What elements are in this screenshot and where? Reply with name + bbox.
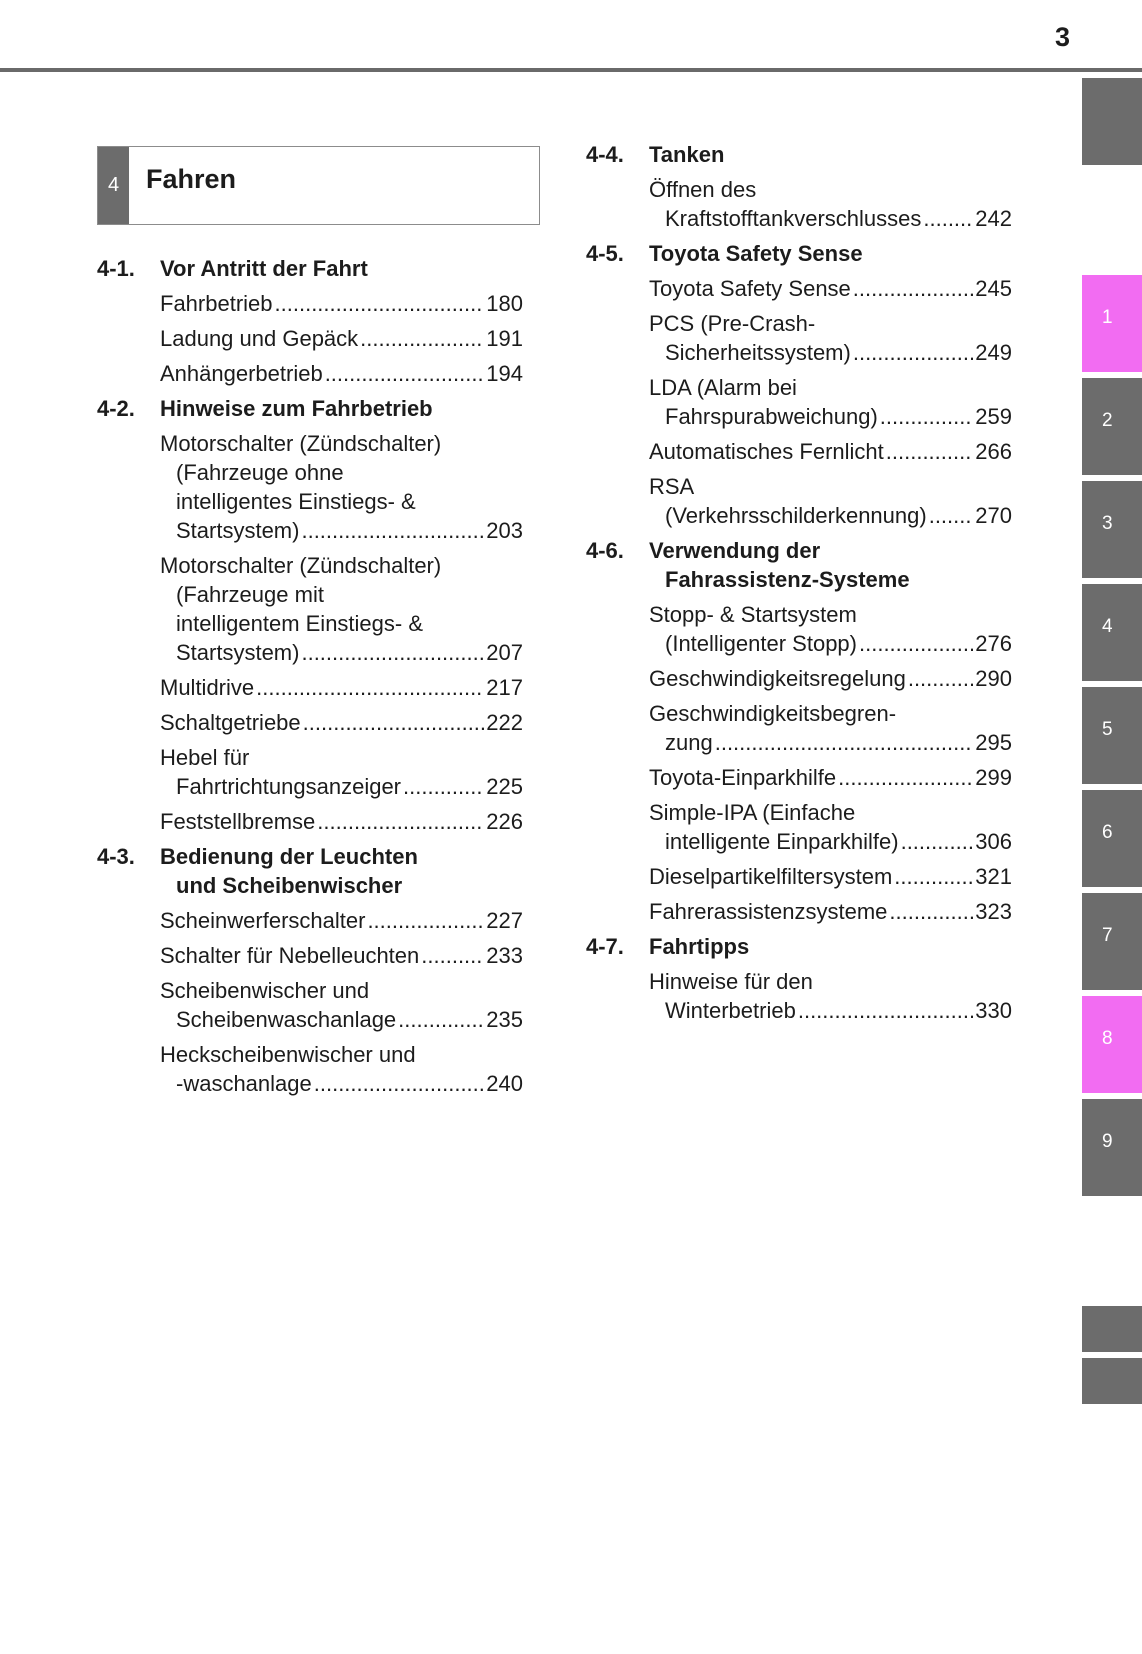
leader-dots xyxy=(886,437,974,466)
toc-entry[interactable] xyxy=(586,699,1012,757)
entry-title: Fahrspurabweichung) xyxy=(665,404,878,429)
toc-section-4-5 xyxy=(586,239,1012,268)
section-title-line: Verwendung der xyxy=(649,538,821,563)
side-tab-blank-top[interactable] xyxy=(1082,78,1142,165)
section-title: Fahrtipps xyxy=(649,934,750,959)
entry-page: 180 xyxy=(486,291,523,316)
leader-dots xyxy=(908,664,973,693)
entry-line: Hebel für xyxy=(160,745,250,770)
entry-page: 270 xyxy=(975,503,1012,528)
entry-title: Sicherheitssystem) xyxy=(665,340,851,365)
side-tab-label: 1 xyxy=(1102,307,1113,328)
chapter-header xyxy=(97,146,540,225)
toc-section-4-4 xyxy=(586,140,1012,169)
entry-page: 233 xyxy=(486,943,523,968)
side-tab-label: 5 xyxy=(1102,719,1113,740)
entry-line: Heckscheibenwischer und xyxy=(160,1042,416,1067)
section-title xyxy=(160,842,523,900)
side-tab-label: 2 xyxy=(1102,410,1113,431)
entry-page: 222 xyxy=(486,710,523,735)
leader-dots xyxy=(929,501,974,530)
leader-dots xyxy=(303,708,485,737)
entry-page: 194 xyxy=(486,361,523,386)
side-tab-label: 7 xyxy=(1102,925,1113,946)
toc-entry[interactable] xyxy=(97,673,523,702)
entry-page: 295 xyxy=(975,730,1012,755)
toc-entry[interactable] xyxy=(586,862,1012,891)
header-rule xyxy=(0,68,1142,72)
entry-title: Kraftstofftankverschlusses xyxy=(665,206,922,231)
toc-entry[interactable] xyxy=(97,324,523,353)
entry-page: 249 xyxy=(975,340,1012,365)
leader-dots xyxy=(894,862,973,891)
entry-line: (Fahrzeuge ohne xyxy=(176,460,344,485)
section-title xyxy=(649,536,1012,594)
section-title: Tanken xyxy=(649,142,725,167)
toc-entry[interactable] xyxy=(97,551,523,667)
leader-dots xyxy=(798,996,973,1025)
entry-page: 259 xyxy=(975,404,1012,429)
section-title: Vor Antritt der Fahrt xyxy=(160,256,368,281)
entry-line: Motorschalter (Zündschalter) xyxy=(160,553,442,578)
side-tab-label: 6 xyxy=(1102,822,1113,843)
entry-title: intelligente Einparkhilfe) xyxy=(665,829,899,854)
side-tab-3[interactable] xyxy=(1082,481,1142,578)
entry-page: 203 xyxy=(486,518,523,543)
entry-title: Fahrbetrieb xyxy=(160,291,273,316)
entry-title: Fahrtrichtungsanzeiger xyxy=(176,774,402,799)
entry-page: 226 xyxy=(486,809,523,834)
entry-title: Feststellbremse xyxy=(160,809,316,834)
leader-dots xyxy=(859,629,973,658)
leader-dots xyxy=(715,728,974,757)
chapter-number: 4 xyxy=(98,147,129,224)
toc-section-4-7 xyxy=(586,932,1012,961)
entry-page: 266 xyxy=(975,439,1012,464)
section-number: 4-2. xyxy=(97,396,135,421)
side-tab-7[interactable] xyxy=(1082,893,1142,990)
toc-entry[interactable] xyxy=(586,373,1012,431)
entry-title: Fahrerassistenzsysteme xyxy=(649,899,888,924)
leader-dots xyxy=(317,807,484,836)
leader-dots xyxy=(275,289,485,318)
side-tab-8[interactable] xyxy=(1082,996,1142,1093)
entry-line: LDA (Alarm bei xyxy=(649,375,797,400)
entry-page: 225 xyxy=(486,774,523,799)
toc-entry[interactable] xyxy=(97,708,523,737)
toc-entry[interactable] xyxy=(586,309,1012,367)
leader-dots xyxy=(901,827,974,856)
side-tab-1[interactable] xyxy=(1082,275,1142,372)
entry-page: 207 xyxy=(486,640,523,665)
section-number: 4-7. xyxy=(586,934,624,959)
entry-title: Schaltgetriebe xyxy=(160,710,301,735)
page-number: 3 xyxy=(1054,22,1070,52)
leader-dots xyxy=(403,772,484,801)
side-tab-label: 4 xyxy=(1102,616,1113,637)
entry-page: 321 xyxy=(975,864,1012,889)
side-tab-2[interactable] xyxy=(1082,378,1142,475)
entry-page: 217 xyxy=(486,675,523,700)
toc-right-column xyxy=(586,140,1012,1031)
entry-line: intelligentes Einstiegs- & xyxy=(176,489,416,514)
side-tab-5[interactable] xyxy=(1082,687,1142,784)
section-number: 4-5. xyxy=(586,241,624,266)
section-number: 4-4. xyxy=(586,142,624,167)
toc-entry[interactable] xyxy=(586,763,1012,792)
side-tab-6[interactable] xyxy=(1082,790,1142,887)
leader-dots xyxy=(853,338,973,367)
entry-page: 276 xyxy=(975,631,1012,656)
toc-section-4-2 xyxy=(97,394,523,423)
entry-title: Schalter für Nebelleuchten xyxy=(160,943,420,968)
entry-title: Anhängerbetrieb xyxy=(160,361,323,386)
leader-dots xyxy=(367,906,484,935)
entry-line: Motorschalter (Zündschalter) xyxy=(160,431,442,456)
entry-page: 191 xyxy=(486,326,523,351)
toc-entry[interactable] xyxy=(586,175,1012,233)
entry-page: 245 xyxy=(975,276,1012,301)
leader-dots xyxy=(398,1005,484,1034)
entry-page: 299 xyxy=(975,765,1012,790)
toc-entry[interactable] xyxy=(97,289,523,318)
section-title: Hinweise zum Fahrbetrieb xyxy=(160,396,433,421)
side-tab-4[interactable] xyxy=(1082,584,1142,681)
entry-title: Startsystem) xyxy=(176,640,300,665)
toc-section-4-6 xyxy=(586,536,1012,594)
entry-line: Hinweise für den xyxy=(649,969,813,994)
side-tab-blank-b[interactable] xyxy=(1082,1358,1142,1404)
entry-title: Winterbetrieb xyxy=(665,998,796,1023)
section-title: Toyota Safety Sense xyxy=(649,241,863,266)
leader-dots xyxy=(256,673,484,702)
toc-entry[interactable] xyxy=(586,437,1012,466)
entry-title: Scheibenwaschanlage xyxy=(176,1007,397,1032)
leader-dots xyxy=(889,897,973,926)
entry-page: 323 xyxy=(975,899,1012,924)
entry-page: 242 xyxy=(975,206,1012,231)
side-tab-9[interactable] xyxy=(1082,1099,1142,1196)
toc-section-4-3 xyxy=(97,842,523,900)
entry-page: 235 xyxy=(486,1007,523,1032)
side-tab-blank-a[interactable] xyxy=(1082,1306,1142,1352)
leader-dots xyxy=(360,324,484,353)
chapter-title: Fahren xyxy=(146,164,237,194)
entry-page: 290 xyxy=(975,666,1012,691)
toc-entry[interactable] xyxy=(97,1040,523,1098)
entry-line: intelligentem Einstiegs- & xyxy=(176,611,424,636)
entry-title: (Verkehrsschilderkennung) xyxy=(665,503,927,528)
leader-dots xyxy=(923,204,973,233)
leader-dots xyxy=(301,516,484,545)
entry-title: Toyota Safety Sense xyxy=(649,276,851,301)
side-tab-label: 8 xyxy=(1102,1028,1113,1049)
entry-title: Startsystem) xyxy=(176,518,300,543)
toc-entry[interactable] xyxy=(586,664,1012,693)
toc-entry[interactable] xyxy=(586,798,1012,856)
side-tab-label: 9 xyxy=(1102,1131,1113,1152)
toc-entry[interactable] xyxy=(97,429,523,545)
entry-title: Multidrive xyxy=(160,675,255,700)
entry-page: 330 xyxy=(975,998,1012,1023)
entry-line: PCS (Pre-Crash- xyxy=(649,311,816,336)
entry-title: zung xyxy=(665,730,713,755)
entry-title: Geschwindigkeitsregelung xyxy=(649,666,906,691)
toc-entry[interactable] xyxy=(586,967,1012,1025)
entry-title: Automatisches Fernlicht xyxy=(649,439,884,464)
leader-dots xyxy=(838,763,973,792)
toc-entry[interactable] xyxy=(97,743,523,801)
toc-entry[interactable] xyxy=(586,274,1012,303)
entry-title: Dieselpartikelfiltersystem xyxy=(649,864,893,889)
leader-dots xyxy=(853,274,973,303)
entry-title: (Intelligenter Stopp) xyxy=(665,631,857,656)
section-number: 4-3. xyxy=(97,844,135,869)
entry-line: Scheibenwischer und xyxy=(160,978,370,1003)
side-tab-label: 3 xyxy=(1102,513,1113,534)
section-title-line: und Scheibenwischer xyxy=(176,873,403,898)
entry-page: 306 xyxy=(975,829,1012,854)
entry-line: (Fahrzeuge mit xyxy=(176,582,324,607)
entry-title: Ladung und Gepäck xyxy=(160,326,359,351)
section-number: 4-6. xyxy=(586,538,624,563)
leader-dots xyxy=(325,359,485,388)
leader-dots xyxy=(314,1069,485,1098)
entry-line: RSA xyxy=(649,474,695,499)
leader-dots xyxy=(880,402,974,431)
entry-title: Toyota-Einparkhilfe xyxy=(649,765,837,790)
toc-entry[interactable] xyxy=(97,906,523,935)
leader-dots xyxy=(301,638,484,667)
toc-entry[interactable] xyxy=(586,897,1012,926)
entry-line: Öffnen des xyxy=(649,177,757,202)
toc-entry[interactable] xyxy=(97,807,523,836)
entry-line: Simple-IPA (Einfache xyxy=(649,800,856,825)
toc-entry[interactable] xyxy=(586,472,1012,530)
entry-title: Scheinwerferschalter xyxy=(160,908,366,933)
entry-page: 227 xyxy=(486,908,523,933)
toc-left-column xyxy=(97,254,523,1104)
entry-title: -waschanlage xyxy=(176,1071,312,1096)
section-number: 4-1. xyxy=(97,256,135,281)
entry-page: 240 xyxy=(486,1071,523,1096)
leader-dots xyxy=(421,941,484,970)
toc-entry[interactable] xyxy=(97,976,523,1034)
toc-entry[interactable] xyxy=(97,359,523,388)
entry-line: Stopp- & Startsystem xyxy=(649,602,857,627)
toc-entry[interactable] xyxy=(97,941,523,970)
toc-entry[interactable] xyxy=(586,600,1012,658)
entry-line: Geschwindigkeitsbegren- xyxy=(649,701,897,726)
toc-section-4-1 xyxy=(97,254,523,283)
section-title-line: Fahrassistenz-Systeme xyxy=(665,567,910,592)
section-title-line: Bedienung der Leuchten xyxy=(160,844,418,869)
